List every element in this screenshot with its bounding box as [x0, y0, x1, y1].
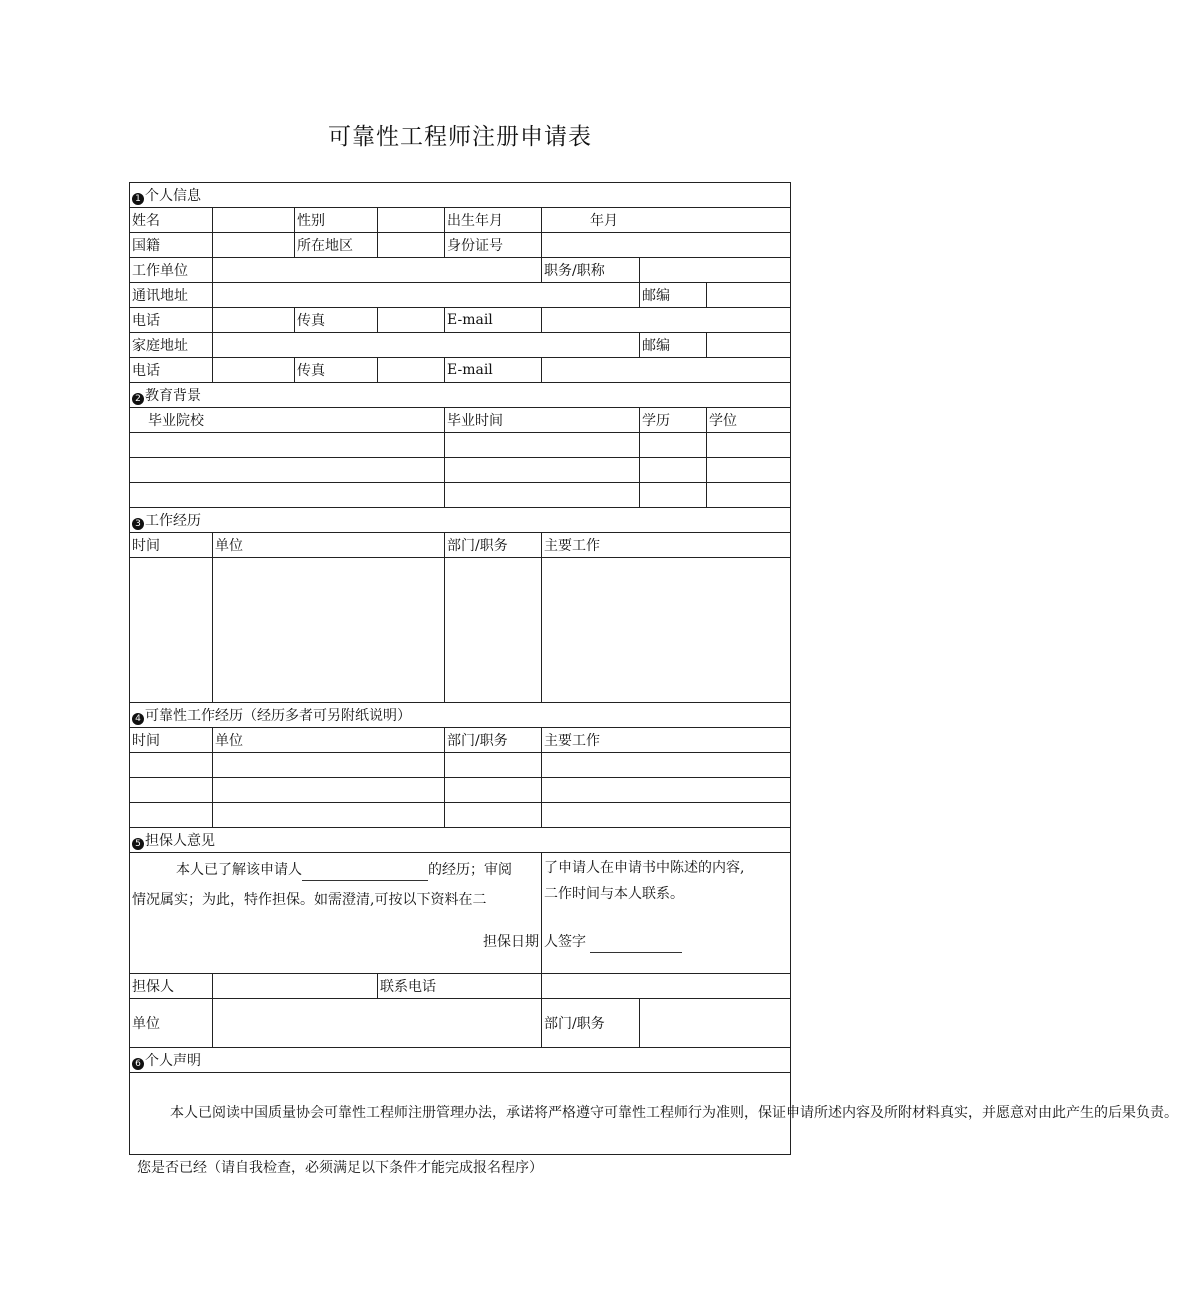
- region-field[interactable]: [378, 233, 445, 258]
- home-postcode-label: 邮编: [640, 333, 707, 358]
- work-dept-header: 部门/职务: [445, 533, 542, 558]
- section-number-icon: 5: [132, 838, 144, 850]
- phone-label: 电话: [130, 308, 213, 333]
- guarantor-line1-post: 的经历；审阅: [428, 862, 512, 878]
- section-work-experience: [130, 508, 791, 533]
- edu-grad-time-header: 毕业时间: [445, 408, 640, 433]
- rel-unit-header: 单位: [213, 728, 445, 753]
- rel-main-cell[interactable]: [542, 778, 791, 803]
- edu-school-cell[interactable]: [130, 458, 445, 483]
- birth-label: 出生年月: [445, 208, 542, 233]
- declaration-cell: [130, 1073, 1178, 1155]
- home-postcode-field[interactable]: [707, 333, 791, 358]
- phone-field[interactable]: [213, 308, 295, 333]
- position-label: 职务/职称: [542, 258, 640, 283]
- section-personal-info: [130, 183, 791, 208]
- guarantor-right-line1: 了申请人在申请书中陈述的内容,: [544, 860, 745, 876]
- edu-degree-cell[interactable]: [707, 433, 791, 458]
- rel-main-cell[interactable]: [542, 753, 791, 778]
- fax-label: 传真: [295, 308, 378, 333]
- edu-degree-cell[interactable]: [707, 458, 791, 483]
- guarantor-line1: [176, 859, 512, 881]
- rel-main-cell[interactable]: [542, 803, 791, 828]
- rel-dept-header: 部门/职务: [445, 728, 542, 753]
- table-row: [130, 753, 791, 778]
- edu-degree-level-header: 学历: [640, 408, 707, 433]
- employer-field[interactable]: [213, 258, 542, 283]
- guarantor-line2: 情况属实；为此，特作担保。如需澄清,可按以下资料在二: [132, 892, 487, 908]
- mail-address-field[interactable]: [213, 283, 640, 308]
- home-email-label: E-mail: [445, 358, 542, 383]
- nationality-label: 国籍: [130, 233, 213, 258]
- id-number-label: 身份证号: [445, 233, 542, 258]
- birth-value: 年月: [590, 213, 618, 229]
- birth-field[interactable]: [542, 208, 791, 233]
- guarantor-label: 担保人: [130, 974, 213, 999]
- section-education: [130, 383, 791, 408]
- guarantor-statement-right: [542, 853, 791, 974]
- edu-degree-level-cell[interactable]: [640, 458, 707, 483]
- work-unit-cell[interactable]: [213, 558, 445, 703]
- section-label: 可靠性工作经历（经历多者可另附纸说明）: [145, 708, 411, 724]
- table-row: [130, 433, 791, 458]
- table-row: [130, 483, 791, 508]
- section-label: 个人信息: [145, 188, 201, 204]
- section-number-icon: 4: [132, 713, 144, 725]
- edu-degree-level-cell[interactable]: [640, 433, 707, 458]
- section-guarantor: [130, 828, 791, 853]
- table-row: [130, 803, 791, 828]
- edu-grad-time-cell[interactable]: [445, 433, 640, 458]
- section-declaration: [130, 1048, 791, 1073]
- email-field[interactable]: [542, 308, 791, 333]
- gender-field[interactable]: [378, 208, 445, 233]
- table-row: [130, 458, 791, 483]
- rel-unit-cell[interactable]: [213, 753, 445, 778]
- postcode-field[interactable]: [707, 283, 791, 308]
- nationality-field[interactable]: [213, 233, 295, 258]
- home-address-field[interactable]: [213, 333, 640, 358]
- guarantor-unit-label: 单位: [130, 999, 213, 1048]
- rel-dept-cell[interactable]: [445, 753, 542, 778]
- section-label: 教育背景: [145, 388, 201, 404]
- guarantor-dept-field[interactable]: [640, 999, 791, 1048]
- edu-grad-time-cell[interactable]: [445, 483, 640, 508]
- mail-address-label: 通讯地址: [130, 283, 213, 308]
- edu-school-label: 毕业院校: [148, 413, 204, 429]
- section-label: 个人声明: [145, 1053, 201, 1069]
- home-address-label: 家庭地址: [130, 333, 213, 358]
- guarantee-date-label: 担保日期: [483, 934, 539, 950]
- guarantor-line1-pre: 本人已了解该申请人: [176, 862, 302, 878]
- edu-degree-level-cell[interactable]: [640, 483, 707, 508]
- region-label: 所在地区: [295, 233, 378, 258]
- section-number-icon: 3: [132, 518, 144, 530]
- rel-unit-cell[interactable]: [213, 803, 445, 828]
- work-dept-cell[interactable]: [445, 558, 542, 703]
- work-unit-header: 单位: [213, 533, 445, 558]
- section-label: 工作经历: [145, 513, 201, 529]
- rel-dept-cell[interactable]: [445, 778, 542, 803]
- contact-phone-field[interactable]: [542, 974, 791, 999]
- rel-time-cell[interactable]: [130, 778, 213, 803]
- form-title: 可靠性工程师注册申请表: [328, 124, 592, 150]
- home-fax-label: 传真: [295, 358, 378, 383]
- email-label: E-mail: [445, 308, 542, 333]
- home-phone-field[interactable]: [213, 358, 295, 383]
- guarantor-dept-label: 部门/职务: [542, 999, 640, 1048]
- table-row: [130, 558, 791, 703]
- postcode-label: 邮编: [640, 283, 707, 308]
- id-number-field[interactable]: [542, 233, 791, 258]
- rel-time-cell[interactable]: [130, 803, 213, 828]
- home-email-field[interactable]: [542, 358, 791, 383]
- edu-school-cell[interactable]: [130, 483, 445, 508]
- gender-label: 性别: [295, 208, 378, 233]
- applicant-name-blank[interactable]: [302, 864, 428, 881]
- guarantor-right-line2: 二作时间与本人联系。: [544, 886, 684, 902]
- home-phone-label: 电话: [130, 358, 213, 383]
- home-fax-field[interactable]: [378, 358, 445, 383]
- signature-blank[interactable]: [590, 936, 682, 953]
- section-number-icon: 2: [132, 393, 144, 405]
- signature-label: 人签字: [544, 934, 586, 950]
- edu-school-cell[interactable]: [130, 433, 445, 458]
- employer-label: 工作单位: [130, 258, 213, 283]
- name-field[interactable]: [213, 208, 295, 233]
- work-main-cell[interactable]: [542, 558, 791, 703]
- work-time-header: 时间: [130, 533, 213, 558]
- fax-field[interactable]: [378, 308, 445, 333]
- section-number-icon: 1: [132, 193, 144, 205]
- section-label: 担保人意见: [145, 833, 215, 849]
- rel-dept-cell[interactable]: [445, 803, 542, 828]
- contact-phone-label: 联系电话: [378, 974, 542, 999]
- table-row: [130, 778, 791, 803]
- rel-time-header: 时间: [130, 728, 213, 753]
- edu-grad-time-cell[interactable]: [445, 458, 640, 483]
- edu-degree-header: 学位: [707, 408, 791, 433]
- position-field[interactable]: [640, 258, 791, 283]
- declaration-text: 本人已阅读中国质量协会可靠性工程师注册管理办法，承诺将严格遵守可靠性工程师行为准则，保证申请所述内容及所附材料真实，并愿意对由此产生的后果负责。: [170, 1105, 1178, 1121]
- rel-unit-cell[interactable]: [213, 778, 445, 803]
- guarantor-signature: [544, 931, 682, 953]
- guarantor-statement-left: [130, 853, 542, 974]
- name-label: 姓名: [130, 208, 213, 233]
- footnote: 您是否已经（请自我检查，必须满足以下条件才能完成报名程序）: [137, 1160, 543, 1176]
- rel-time-cell[interactable]: [130, 753, 213, 778]
- section-number-icon: 6: [132, 1058, 144, 1070]
- rel-main-header: 主要工作: [542, 728, 791, 753]
- work-time-cell[interactable]: [130, 558, 213, 703]
- guarantor-field[interactable]: [213, 974, 378, 999]
- guarantor-unit-field[interactable]: [213, 999, 542, 1048]
- edu-degree-cell[interactable]: [707, 483, 791, 508]
- section-reliability-experience: [130, 703, 791, 728]
- work-main-header: 主要工作: [542, 533, 791, 558]
- edu-school-header: [130, 408, 445, 433]
- application-form: [129, 182, 1178, 1155]
